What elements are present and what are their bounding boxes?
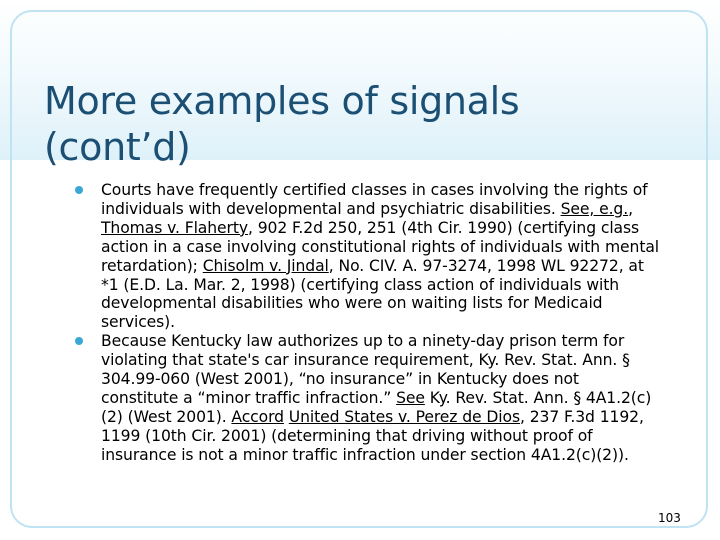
bullet-2-text-2: Ky. Rev. Stat. Ann. § 4A1.2(c)(2) (West 2001). xyxy=(101,388,652,426)
slide-title-line-1: More examples of signals xyxy=(44,79,520,123)
case-name-us-v-perez-de-dios: United States v. Perez de Dios xyxy=(288,407,520,426)
bullet-2-text-4: , 237 F.3d 1192, 1199 (10th Cir. 2001) (determining that driving without proof of insurance is not a minor traffic infraction under section 4A1.2(c)(2)). xyxy=(101,407,644,464)
bullet-1-text-4: , No. CIV. A. 97-3274, 1998 WL 92272, at *1 (E.D. La. Mar. 2, 1998) (certifying class action of individuals with developmental disabilities who were on waiting lists for Medicaid services). xyxy=(101,256,644,332)
bullet-1-text-3: , 902 F.2d 250, 251 (4th Cir. 1990) (certifying class action in a case involving constitutional rights of individuals with mental retardation); xyxy=(101,218,660,275)
page-number: 103 xyxy=(658,511,681,525)
case-name-chisolm-v-jindal: Chisolm v. Jindal xyxy=(202,256,329,275)
signal-accord: Accord xyxy=(231,407,284,426)
bullet-list xyxy=(101,181,661,465)
bullet-item-1 xyxy=(101,181,661,332)
slide-title-line-2: (cont’d) xyxy=(44,125,191,169)
signal-see-eg: See, e.g. xyxy=(560,199,629,218)
bullet-1-text-1: Courts have frequently certified classes in cases involving the rights of individuals with developmental and psychiatric disabilities. xyxy=(101,181,648,218)
slide-title xyxy=(44,78,644,170)
bullet-1-text-2: , xyxy=(628,199,633,218)
bullet-2-text-1: Because Kentucky law authorizes up to a ninety-day prison term for violating that state's car insurance requirement, Ky. Rev. Stat. Ann. § 304.99-060 (West 2001), “no insurance” in Kentucky does not constitute a “minor traffic infraction.” xyxy=(101,332,630,407)
case-name-thomas-v-flaherty: Thomas v. Flaherty xyxy=(101,218,248,237)
signal-see: See xyxy=(396,388,425,407)
bullet-item-2 xyxy=(101,332,661,464)
bullet-dot-icon xyxy=(75,186,83,194)
